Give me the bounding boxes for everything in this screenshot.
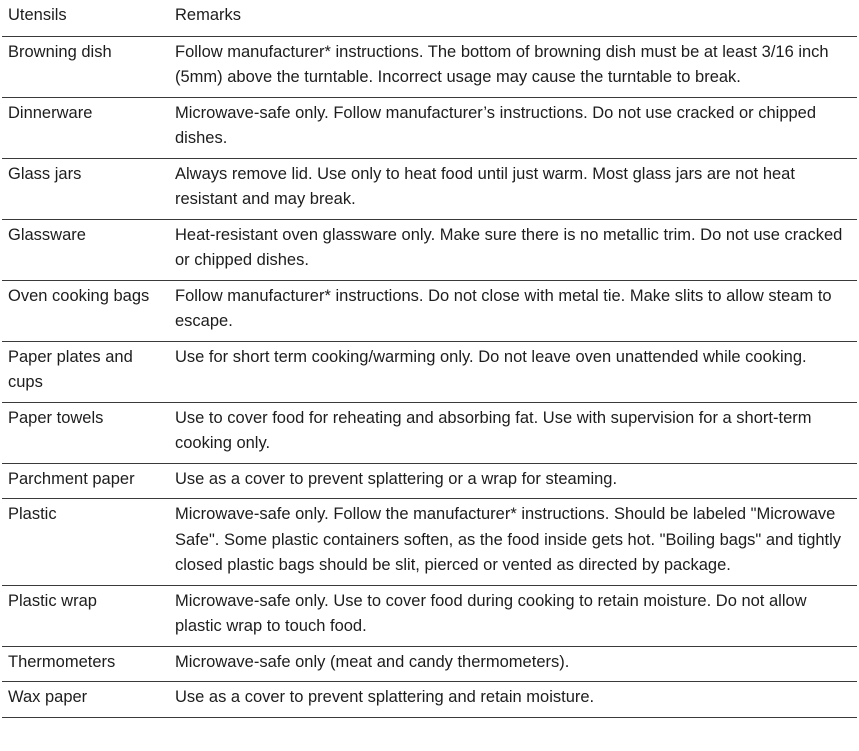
utensils-table [2, 0, 857, 718]
table-row [2, 402, 857, 463]
table-row [2, 158, 857, 219]
remark-cell: Use as a cover to prevent splattering or a wrap for steaming. [175, 469, 618, 488]
remark-cell: Microwave-safe only (meat and candy thermometers). [175, 652, 570, 671]
remark-cell: Microwave-safe only. Use to cover food during cooking to retain moisture. Do not allow plastic wrap to touch food. [175, 591, 807, 635]
utensil-cell: Dinnerware [8, 103, 93, 122]
utensil-cell: Parchment paper [8, 469, 135, 488]
remark-cell: Always remove lid. Use only to heat food until just warm. Most glass jars are not heat resistant and may break. [175, 164, 795, 208]
utensils-column-header: Utensils [8, 6, 67, 24]
utensil-cell: Browning dish [8, 42, 112, 61]
utensil-cell: Glassware [8, 225, 86, 244]
remark-cell: Use as a cover to prevent splattering and retain moisture. [175, 688, 595, 706]
remark-cell: Microwave-safe only. Follow manufacturer’s instructions. Do not use cracked or chipped dishes. [175, 103, 817, 147]
table-header-row [2, 0, 857, 36]
remark-cell: Use to cover food for reheating and absorbing fat. Use with supervision for a short-term cooking only. [175, 408, 812, 452]
table-row [2, 36, 857, 97]
table-row [2, 682, 857, 718]
remark-cell: Microwave-safe only. Follow the manufacturer* instructions. Should be labeled "Microwave Safe". Some plastic containers soften, as the food inside gets hot. "Boiling bags" and tightly closed plastic bags should be slit, pierced or vented as directed by package. [175, 505, 842, 574]
table-row [2, 646, 857, 682]
remark-cell: Follow manufacturer* instructions. The bottom of browning dish must be at least 3/16 inch (5mm) above the turntable. Incorrect usage may cause the turntable to break. [175, 42, 829, 86]
table-row [2, 499, 857, 586]
table-row [2, 341, 857, 402]
table-row [2, 97, 857, 158]
utensil-cell: Paper plates and cups [8, 347, 133, 391]
table-row [2, 463, 857, 499]
utensil-cell: Wax paper [8, 688, 88, 706]
utensil-cell: Plastic [8, 505, 57, 523]
utensil-cell: Paper towels [8, 408, 104, 427]
remark-cell: Use for short term cooking/warming only. Do not leave oven unattended while cooking. [175, 347, 807, 366]
utensil-cell: Plastic wrap [8, 591, 97, 610]
table-row [2, 219, 857, 280]
table-row [2, 280, 857, 341]
utensil-cell: Oven cooking bags [8, 286, 150, 305]
remarks-column-header: Remarks [175, 6, 242, 24]
remark-cell: Follow manufacturer* instructions. Do not close with metal tie. Make slits to allow steam to escape. [175, 286, 832, 330]
table-row [2, 585, 857, 646]
utensil-cell: Glass jars [8, 164, 82, 183]
remark-cell: Heat-resistant oven glassware only. Make sure there is no metallic trim. Do not use cracked or chipped dishes. [175, 225, 843, 269]
utensil-cell: Thermometers [8, 652, 116, 671]
